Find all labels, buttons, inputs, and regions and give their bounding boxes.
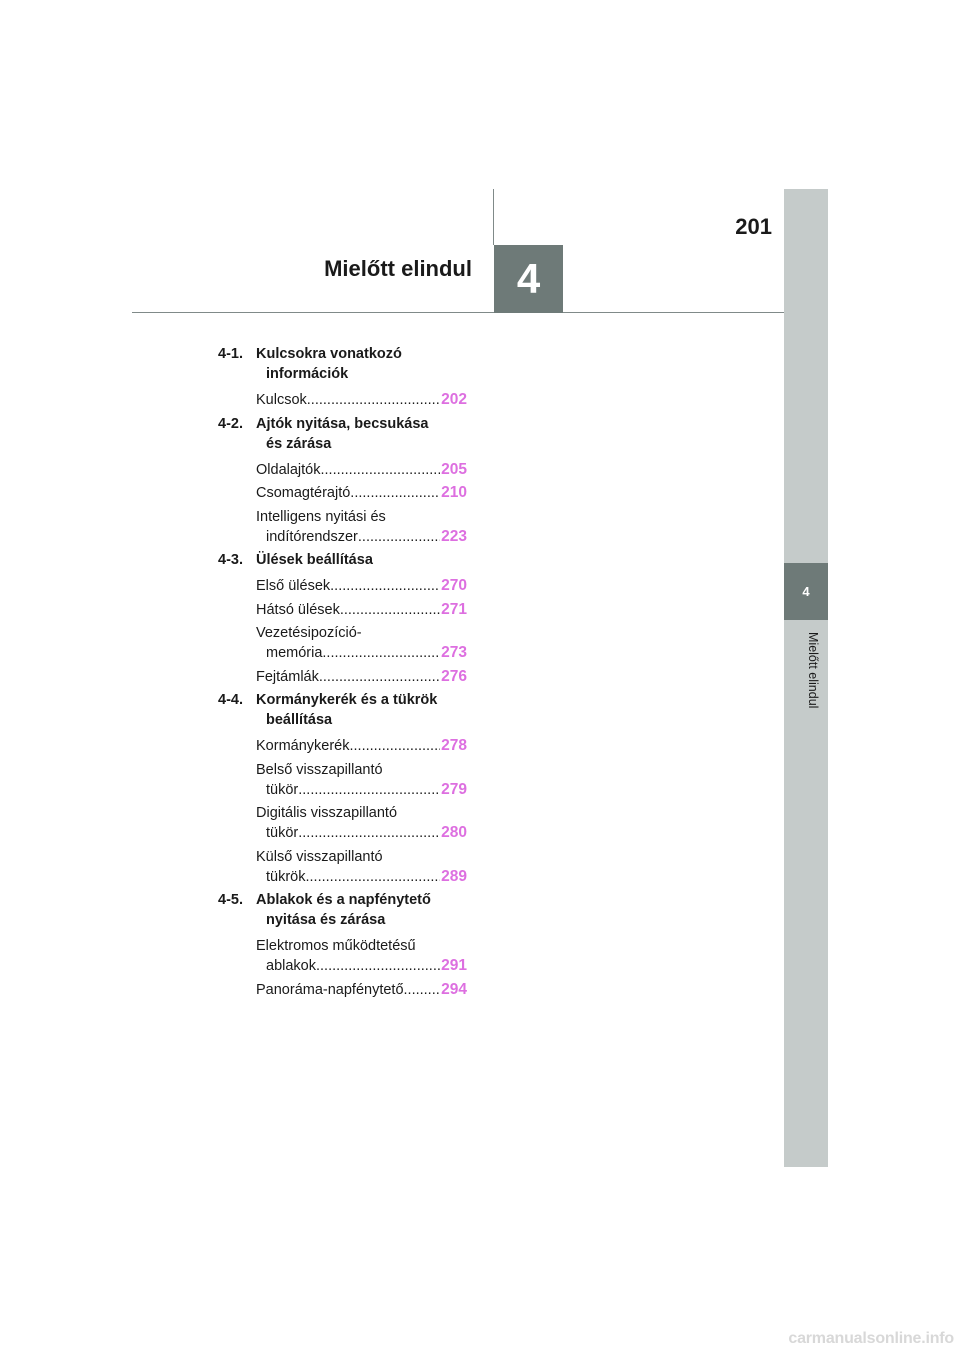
toc-page-link[interactable]: 278 (441, 737, 467, 754)
toc-entry-label: indítórendszer (266, 528, 358, 545)
toc-entry-label-line: Vezetésipozíció- (256, 625, 362, 641)
toc-entry-line (256, 956, 467, 976)
toc-entry-label: ablakok (266, 958, 316, 974)
toc-entry-label-line: Elektromos működtetésű (256, 938, 416, 954)
toc-entry-line (256, 390, 467, 410)
toc-dot-leader (307, 390, 440, 410)
toc-entry[interactable] (256, 667, 467, 687)
toc-page-link[interactable]: 289 (441, 867, 467, 885)
toc-entry-line (256, 483, 467, 503)
toc-entry[interactable] (256, 847, 467, 887)
chapter-title: Mielőtt elindul (324, 256, 472, 281)
toc-entry-label: tükör (266, 781, 299, 798)
toc-entry-line (256, 736, 467, 756)
toc-entry-label: Csomagtérajtó (256, 485, 351, 501)
toc-dot-leader (316, 956, 440, 976)
toc-entry[interactable] (256, 483, 467, 503)
toc-dot-leader (320, 460, 440, 480)
toc-section-heading (218, 414, 467, 454)
toc-entry-label: Oldalajtók (256, 461, 321, 478)
toc-dot-leader (298, 823, 440, 843)
toc-entry-line (256, 823, 467, 843)
toc-entry-line (256, 667, 467, 687)
toc-page-link[interactable]: 294 (441, 980, 467, 998)
header-vertical-rule (493, 189, 494, 245)
toc-entry[interactable] (256, 576, 467, 596)
toc-entry-label: memória (266, 645, 323, 661)
side-thumb-label: Mielőtt elindul (806, 632, 820, 709)
toc-entry-label-line: Belső visszapillantó (256, 761, 383, 778)
toc-entry[interactable] (256, 507, 467, 547)
toc-entry[interactable] (256, 760, 467, 800)
toc-section-title-line: és zárása (266, 435, 332, 452)
toc-entry-label: Első ülések (256, 578, 331, 594)
toc-entry[interactable] (256, 600, 467, 620)
toc-section-title-line: információk (266, 366, 349, 382)
toc-entry-line (256, 460, 467, 480)
toc-dot-leader (358, 527, 440, 547)
toc-entry-line (256, 780, 467, 800)
toc-section-title-line: Ülések beállítása (256, 552, 373, 568)
toc-section-number: 4-5. (218, 892, 243, 908)
header-horizontal-rule (132, 312, 784, 313)
toc-page-link[interactable]: 273 (441, 644, 467, 661)
toc-entry-label: Fejtámlák (256, 668, 319, 685)
toc-page-link[interactable]: 210 (441, 484, 467, 501)
toc-page-link[interactable]: 202 (441, 391, 467, 408)
toc-section-title-line: nyitása és zárása (266, 912, 386, 928)
toc-dot-leader (319, 667, 440, 687)
toc-page-link[interactable]: 276 (441, 667, 467, 685)
toc-section-number: 4-2. (218, 415, 243, 432)
toc-section-title (256, 690, 467, 730)
toc-entry[interactable] (256, 460, 467, 480)
watermark: carmanualsonline.info (788, 1330, 954, 1347)
toc-section-number: 4-3. (218, 552, 243, 568)
toc-page-link[interactable]: 279 (441, 780, 467, 798)
toc-section-title-line: Kulcsokra vonatkozó (256, 346, 402, 362)
toc-entry[interactable] (256, 936, 467, 976)
toc-entry-line (256, 576, 467, 596)
toc-page-link[interactable]: 270 (441, 577, 467, 594)
toc-page-link[interactable]: 223 (441, 527, 467, 545)
toc-entry-label: tükör (266, 825, 299, 841)
toc-section-title-line: beállítása (266, 712, 333, 728)
toc-section-heading (218, 690, 467, 730)
toc-entry-label-line: Digitális visszapillantó (256, 805, 398, 821)
toc-entry-label: Panoráma-napfénytető (256, 981, 404, 998)
toc-entry-line (256, 600, 467, 620)
toc-entry[interactable] (256, 980, 467, 1000)
toc-section-heading (218, 344, 467, 384)
toc-dot-leader (298, 780, 440, 800)
table-of-contents (218, 344, 467, 1003)
toc-section-title (256, 890, 467, 930)
toc-dot-leader (349, 736, 440, 756)
toc-dot-leader (322, 643, 440, 663)
toc-section-number: 4-1. (218, 346, 243, 362)
toc-entry[interactable] (256, 623, 467, 663)
toc-section-heading (218, 890, 467, 930)
toc-entry-label-line: Külső visszapillantó (256, 848, 383, 865)
page-number: 201 (735, 214, 772, 239)
toc-dot-leader (350, 483, 440, 503)
toc-section-title (256, 344, 467, 384)
toc-dot-leader (340, 600, 440, 620)
toc-entry-label: Kormánykerék (256, 738, 350, 754)
toc-entry-label-line: Intelligens nyitási és (256, 508, 386, 525)
side-thumb-tab[interactable]: 4 (784, 563, 828, 620)
toc-entry-label: tükrök (266, 868, 306, 885)
toc-dot-leader (306, 867, 441, 887)
toc-entry-line (256, 980, 467, 1000)
toc-section-title (256, 414, 467, 454)
toc-page-link[interactable]: 280 (441, 824, 467, 841)
toc-section-title-line: Kormánykerék és a tükrök (256, 692, 438, 708)
toc-section-title (256, 550, 467, 570)
toc-entry-line (256, 527, 467, 547)
toc-dot-leader (404, 980, 441, 1000)
toc-entry-label: Hátsó ülések (256, 601, 340, 618)
toc-entry[interactable] (256, 803, 467, 843)
toc-entry-label: Kulcsok (256, 392, 307, 408)
toc-section-title-line: Ablakok és a napfénytető (256, 892, 431, 908)
toc-page-link[interactable]: 291 (441, 957, 467, 974)
toc-page-link[interactable]: 271 (441, 600, 467, 618)
toc-entry[interactable] (256, 390, 467, 410)
toc-section-heading (218, 550, 467, 570)
chapter-number-box: 4 (494, 245, 563, 313)
toc-dot-leader (330, 576, 440, 596)
toc-page-link[interactable]: 205 (441, 460, 467, 478)
toc-entry[interactable] (256, 736, 467, 756)
toc-section-number: 4-4. (218, 692, 243, 708)
toc-entry-line (256, 867, 467, 887)
toc-entry-line (256, 643, 467, 663)
toc-section-title-line: Ajtók nyitása, becsukása (256, 415, 429, 432)
